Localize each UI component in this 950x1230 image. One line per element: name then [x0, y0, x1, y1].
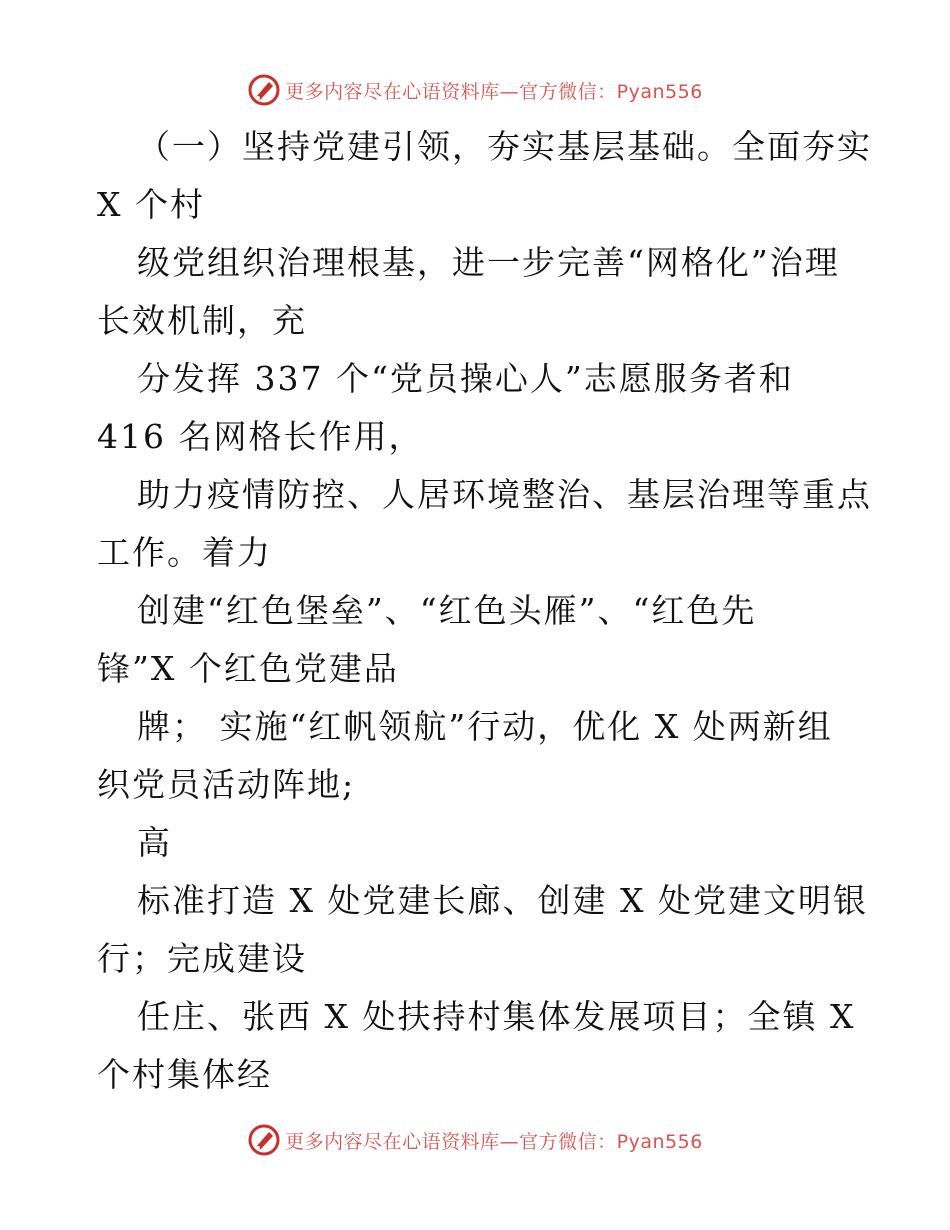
banner-text: 更多内容尽在心语资料库—官方微信：Pyan556 — [285, 80, 703, 103]
body-line: 任庄、张西 X 处扶持村集体发展项目；全镇 X — [137, 997, 856, 1036]
body-line: 助力疫情防控、人居环境整治、基层治理等重点 — [137, 475, 872, 514]
logo-icon — [247, 1123, 281, 1157]
body-line: 416 名网格长作用， — [97, 417, 424, 456]
banner-text: 更多内容尽在心语资料库—官方微信：Pyan556 — [285, 1130, 703, 1153]
logo-icon — [247, 73, 281, 107]
body-line: （一）坚持党建引领，夯实基层基础。全面夯实 — [137, 127, 872, 166]
body-line: 织党员活动阵地; — [97, 765, 356, 804]
body-line: 行；完成建设 — [97, 939, 307, 978]
footer-banner — [0, 1120, 950, 1160]
body-line: X 个村 — [97, 185, 205, 224]
body-line: 个村集体经 — [97, 1055, 272, 1094]
body-line: 标准打造 X 处党建长廊、创建 X 处党建文明银 — [137, 881, 868, 920]
body-line: 分发挥 337 个“党员操心人”志愿服务者和 — [137, 359, 794, 398]
body-line: 锋”X 个红色党建品 — [97, 649, 399, 688]
body-line: 级党组织治理根基，进一步完善“网格化”治理 — [137, 243, 840, 282]
header-banner — [0, 70, 950, 110]
body-line: 长效机制，充 — [97, 301, 307, 340]
body-line: 工作。着力 — [97, 533, 272, 572]
document-body — [97, 118, 872, 1104]
body-line: 牌； 实施“红帆领航”行动，优化 X 处两新组 — [137, 707, 833, 746]
body-line: 高 — [137, 823, 172, 862]
body-line: 创建“红色堡垒”、“红色头雁”、“红色先 — [137, 591, 757, 630]
